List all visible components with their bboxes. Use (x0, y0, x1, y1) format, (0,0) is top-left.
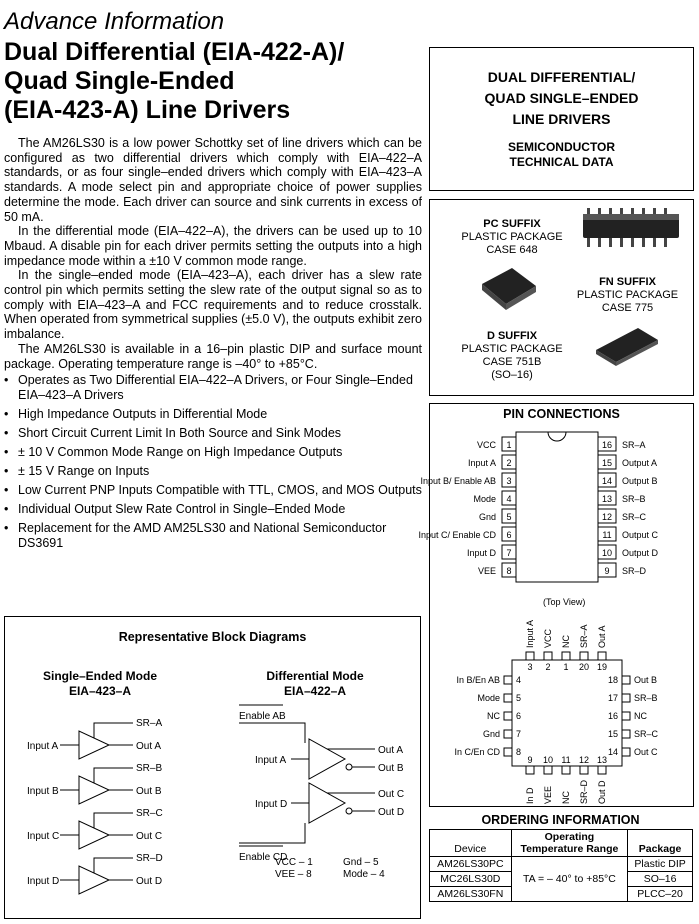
plcc-pin-box (622, 730, 630, 738)
pin-connections-box (418, 403, 694, 807)
plcc-pin-label: Out D (597, 780, 607, 804)
diff-out-d-label: Out D (378, 807, 405, 818)
dip-pinout (418, 422, 693, 602)
block-diagrams-title: Representative Block Diagrams (118, 630, 307, 644)
dip-pin-number: 11 (602, 530, 612, 540)
feature-item: • Low Current PNP Inputs Compatible with TTL, CMOS, and MOS Outputs (4, 483, 422, 498)
top-view-label: (Top View) (543, 597, 586, 607)
dip-pin-label: Output D (622, 548, 659, 558)
plcc-pin-number: 19 (596, 662, 608, 672)
plcc-pin-number: 17 (607, 693, 618, 703)
plcc-pin-box (562, 766, 570, 774)
dip-left-pins (418, 437, 516, 577)
block-diagrams-box (4, 616, 421, 919)
plcc-pin-box (622, 748, 630, 756)
table-row (430, 857, 693, 872)
plcc-pin-number: 14 (607, 747, 618, 757)
se-output-label: Out B (136, 786, 162, 797)
device-cell: AM26LS30FN (430, 887, 512, 902)
plcc-pin-label: Input A (525, 619, 535, 648)
plcc-pin-number: 4 (516, 675, 522, 685)
fn-suffix-label: FN SUFFIX (599, 276, 656, 288)
se-sr-wire (94, 813, 133, 828)
advance-information: Advance Information (4, 8, 225, 35)
title-line-1: Dual Differential (EIA-422-A)/ (4, 38, 345, 66)
dip-pin-label: Output B (622, 476, 658, 486)
plcc-pin-box (598, 652, 606, 660)
diff-out-b-label: Out B (378, 763, 404, 774)
plcc-pin-box (622, 694, 630, 702)
plcc-pin-label: Out B (634, 675, 658, 685)
pc-suffix-label: PC SUFFIX (483, 218, 541, 230)
plcc-pin-label: VEE (543, 785, 553, 804)
differential-drivers (239, 705, 404, 863)
plcc-pin-number: 2 (545, 662, 551, 672)
plcc-pin-number: 8 (516, 747, 522, 757)
fn-package-type: PLASTIC PACKAGE (576, 289, 679, 301)
plcc-pin-box (544, 766, 552, 774)
supply-notes-left (275, 857, 313, 881)
diff-out-c-label: Out C (378, 789, 405, 800)
plcc-pin-number: 20 (578, 662, 590, 672)
dip-pin-label: SR–B (622, 494, 646, 504)
dip-pin-label: SR–D (622, 566, 647, 576)
plcc-pin-box (504, 694, 512, 702)
dip-pin-label: Input B/ Enable AB (420, 476, 496, 486)
plcc-pin-number: 16 (607, 711, 618, 721)
dip-pin-number: 15 (601, 458, 613, 468)
d-suffix-label: D SUFFIX (486, 330, 538, 342)
enable-ab-wire (239, 723, 305, 743)
fn-case: CASE 775 (601, 302, 654, 314)
ordering-table (429, 829, 693, 902)
feature-item: • High Impedance Outputs in Differential Mode (4, 407, 422, 422)
dip-pin-label: Input C/ Enable CD (418, 530, 496, 540)
titlebox-line-3: LINE DRIVERS (512, 111, 611, 127)
feature-item: • Individual Output Slew Rate Control in Single–Ended Mode (4, 502, 422, 517)
semiconductor-label: SEMICONDUCTOR (507, 140, 616, 154)
package-cell: SO–16 (628, 872, 693, 887)
plcc-pin-label: SR–A (579, 624, 589, 648)
plcc-pin-label: SR–C (634, 729, 659, 739)
plcc-pin-label: SR–B (634, 693, 658, 703)
dip-pin-number: 9 (604, 566, 610, 576)
plcc-pin-number: 1 (563, 662, 569, 672)
se-sr-wire (94, 858, 133, 873)
plcc-pin-number: 15 (607, 729, 618, 739)
se-mode-title (15, 669, 185, 699)
plcc-pin-number: 7 (516, 729, 522, 739)
dip-pin-number: 14 (601, 476, 613, 486)
document-title (4, 38, 424, 125)
package-cell: Plastic DIP (628, 857, 693, 872)
dip-pin-label: Output A (622, 458, 658, 468)
description (4, 136, 422, 555)
plcc-pin-label: NC (561, 635, 571, 648)
pc-case: CASE 648 (486, 244, 538, 256)
diff-input-d-label: Input D (255, 799, 288, 810)
plcc-pin-box (580, 766, 588, 774)
dip-pin-label: Output C (622, 530, 659, 540)
se-output-label: Out D (136, 876, 163, 887)
feature-item: • ± 10 V Common Mode Range on High Impedance Outputs (4, 445, 422, 460)
diff-title-line-1: Differential Mode (266, 669, 364, 683)
dip-pin-number: 3 (506, 476, 512, 486)
dip-pin-label: SR–C (622, 512, 647, 522)
pin-connections-title: PIN CONNECTIONS (503, 407, 620, 421)
paragraph-1: The AM26LS30 is a low power Schottky set of line drivers which can be configured as two differential drivers which comply with EIA–422–A standards, or as four single–ended drivers which comply with EIA–423–A standards. A mode select pin and appropriate choice of power supplies determine the mode. Each driver can source and sink currents in excess of 50 mA. (4, 136, 422, 224)
dip-pin-label: Input D (466, 548, 496, 558)
dip-pin-number: 5 (506, 512, 512, 522)
titlebox-line-2: QUAD SINGLE–ENDED (484, 90, 639, 106)
se-title-line-1: Single–Ended Mode (42, 669, 157, 683)
feature-item: • ± 15 V Range on Inputs (4, 464, 422, 479)
pc-package-type: PLASTIC PACKAGE (461, 231, 563, 243)
dip-pin-label: Mode (473, 494, 496, 504)
package-header: Package (628, 830, 693, 857)
pc-suffix-block (452, 218, 572, 257)
dip-pin-number: 2 (506, 458, 512, 468)
plcc-pin-number: 12 (578, 755, 590, 765)
se-sr-label: SR–A (136, 718, 163, 729)
plcc-pin-label: In C/En CD (454, 747, 500, 757)
se-title-line-2: EIA–423–A (68, 684, 132, 698)
feature-item: • Operates as Two Differential EIA–422–A Drivers, or Four Single–Ended EIA–423–A Drivers (4, 373, 422, 403)
plcc-pin-label: Out C (634, 747, 658, 757)
dip-pin-number: 4 (506, 494, 512, 504)
plcc-pin-number: 13 (596, 755, 608, 765)
se-input-label: Input D (27, 876, 60, 887)
block-diagram-svg (5, 705, 420, 915)
se-output-label: Out A (136, 741, 162, 752)
enable-ab-label: Enable AB (239, 711, 286, 722)
device-cell: MC26LS30D (430, 872, 512, 887)
plcc-pin-box (526, 766, 534, 774)
se-sr-wire (94, 768, 133, 783)
dip-package-icon (583, 208, 679, 247)
inverter-bubble (346, 764, 352, 770)
dip-pin-label: VCC (476, 440, 496, 450)
dip-pin-number: 6 (506, 530, 512, 540)
plcc-pin-number: 9 (527, 755, 533, 765)
dip-pin-label: VEE (477, 566, 496, 576)
device-header: Device (430, 830, 512, 857)
dip-pin-number: 1 (506, 440, 512, 450)
dip-pin-number: 8 (506, 566, 512, 576)
dip-pin-number: 13 (601, 494, 613, 504)
dip-right-pins (598, 437, 659, 577)
inverter-bubble (346, 808, 352, 814)
diff-title-line-2: EIA–422–A (283, 684, 347, 698)
dip-pin-number: 16 (601, 440, 613, 450)
diff-driver-ab (309, 739, 345, 779)
soic-package-icon (596, 328, 658, 366)
se-sr-wire (94, 723, 133, 738)
plcc-pin-box (580, 652, 588, 660)
d-suffix-block (452, 330, 572, 382)
vcc-note: VCC – 1 (275, 857, 313, 868)
feature-item: • Short Circuit Current Limit In Both Source and Sink Modes (4, 426, 422, 441)
temp-header-line-2: Temperature Range (520, 843, 619, 855)
diff-mode-title (230, 669, 400, 699)
package-box (429, 199, 694, 396)
supply-notes-right (343, 857, 385, 881)
se-input-label: Input C (27, 831, 60, 842)
temp-cell: TA = – 40° to +85°C (511, 857, 627, 902)
title-line-3: (EIA-423-A) Line Drivers (4, 96, 291, 124)
dip-pin-number: 10 (601, 548, 613, 558)
d-package-type: PLASTIC PACKAGE (461, 343, 563, 355)
dip-pin-label: Gnd (478, 512, 496, 522)
d-so-label: (SO–16) (491, 369, 533, 381)
se-sr-label: SR–B (136, 763, 163, 774)
paragraph-2: In the differential mode (EIA–422–A), the drivers can be used up to 10 Mbaud. A disable pin for each driver permits setting the outputs into a high impedance mode within a ±10 V common mode range. (4, 224, 422, 268)
single-ended-drivers (27, 718, 163, 894)
vee-note: VEE – 8 (275, 869, 312, 880)
diff-out-a-label: Out A (378, 745, 404, 756)
mode-note: Mode – 4 (343, 869, 385, 880)
se-sr-label: SR–D (136, 853, 163, 864)
device-cell: AM26LS30PC (430, 857, 512, 872)
feature-item: • Replacement for the AMD AM25LS30 and National Semiconductor DS3691 (4, 521, 422, 551)
plcc-pinout (430, 612, 693, 806)
plcc-pin-number: 18 (607, 675, 618, 685)
plcc-pin-label: In D (525, 787, 535, 804)
plcc-pin-label: Out A (597, 625, 607, 648)
plcc-pin-label: Gnd (482, 729, 500, 739)
title-line-2: Quad Single-Ended (4, 67, 235, 95)
plcc-pin-box (562, 652, 570, 660)
plcc-pin-box (504, 676, 512, 684)
titlebox-line-1: DUAL DIFFERENTIAL/ (487, 69, 636, 85)
plcc-pin-box (598, 766, 606, 774)
plcc-pin-box (504, 712, 512, 720)
plcc-pin-box (504, 748, 512, 756)
product-title-box (429, 47, 694, 191)
diff-input-a-label: Input A (255, 755, 287, 766)
plcc-pin-box (622, 712, 630, 720)
dip-pin-number: 12 (601, 512, 613, 522)
diff-driver-cd (309, 783, 345, 823)
plcc-pin-box (504, 730, 512, 738)
dip-pin-label: Input A (467, 458, 496, 468)
plcc-pin-number: 6 (516, 711, 522, 721)
d-case: CASE 751B (482, 356, 542, 368)
paragraph-4: The AM26LS30 is available in a 16–pin plastic DIP and surface mount package. Operating temperature range is –40° to +85°C. (4, 341, 422, 371)
enable-cd-wire (239, 823, 305, 843)
plcc-pin-label: In B/En AB (456, 675, 500, 685)
plcc-pin-number: 11 (561, 755, 571, 765)
package-cell: PLCC–20 (628, 887, 693, 902)
plcc-pin-number: 3 (527, 662, 533, 672)
plcc-pin-label: VCC (543, 628, 553, 648)
plcc-pin-label: NC (487, 711, 500, 721)
se-output-label: Out C (136, 831, 163, 842)
plcc-pin-label: NC (634, 711, 647, 721)
dip-pin-label: SR–A (622, 440, 646, 450)
temp-header-line-1: Operating (544, 831, 595, 843)
plcc-pin-number: 5 (516, 693, 522, 703)
fn-suffix-block (565, 276, 690, 315)
se-sr-label: SR–C (136, 808, 163, 819)
plcc-package-icon (482, 268, 536, 310)
se-input-label: Input B (27, 786, 59, 797)
enable-cd-label: Enable CD (239, 852, 288, 863)
plcc-pin-box (544, 652, 552, 660)
dip-pin-number: 7 (506, 548, 512, 558)
plcc-pin-label: NC (561, 791, 571, 804)
plcc-pin-label: SR–D (579, 779, 589, 804)
se-input-label: Input A (27, 741, 59, 752)
ordering-title: ORDERING INFORMATION (481, 813, 640, 827)
plcc-pin-number: 10 (542, 755, 554, 765)
technical-data-label: TECHNICAL DATA (509, 155, 614, 169)
plcc-pin-box (526, 652, 534, 660)
feature-list (4, 373, 422, 551)
paragraph-3: In the single–ended mode (EIA–423–A), each driver has a slew rate control pin which permits setting the slew rate of the output signal so as to comply with EIA–423–A and FCC requirements and to reduce crosstalk. When operated from symmetrical supplies (±5.0 V), the outputs exhibit zero imbalance. (4, 268, 422, 342)
plcc-pin-box (622, 676, 630, 684)
plcc-pin-label: Mode (477, 693, 500, 703)
gnd-note: Gnd – 5 (343, 857, 379, 868)
temp-header (511, 830, 627, 857)
